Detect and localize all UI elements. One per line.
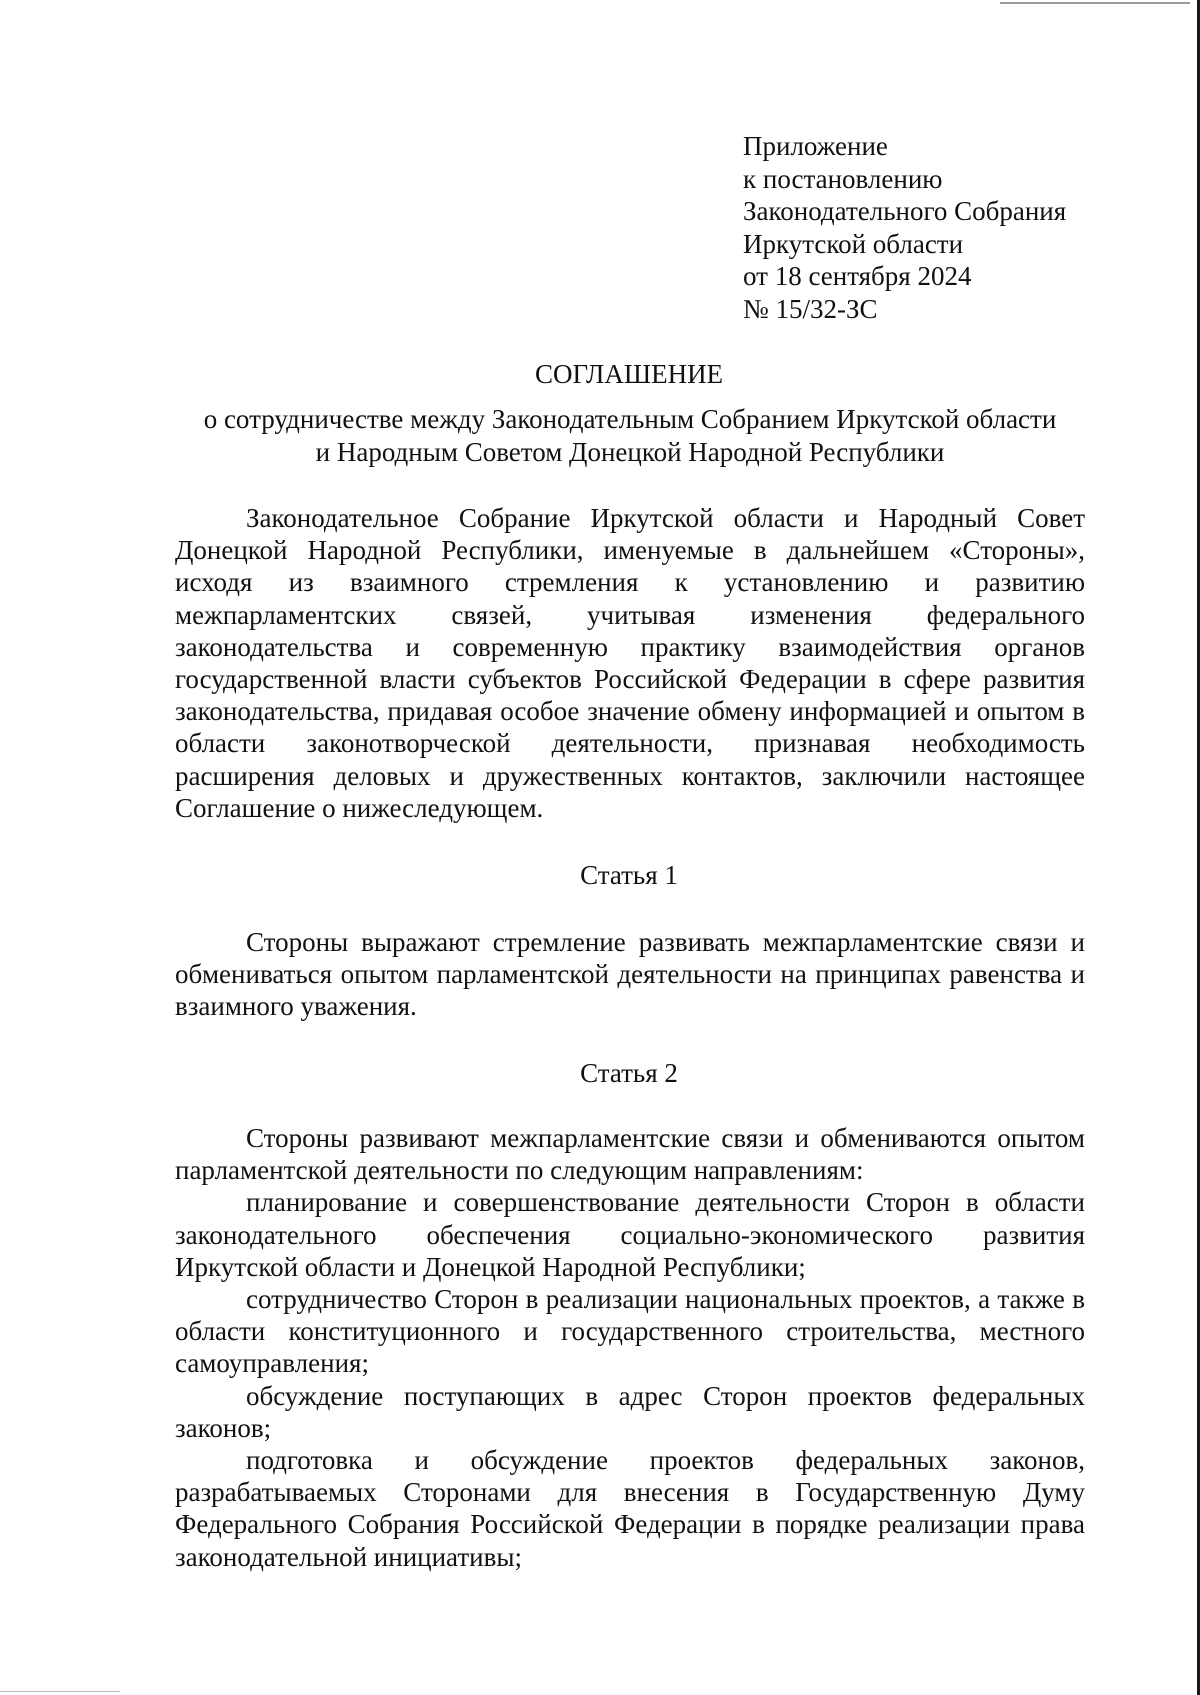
article-paragraph: Стороны выражают стремление развивать межпарламентские связи и обмениваться опытом парламентской деятельности на принципах равенства и взаимного уважения. [175,927,1085,1022]
appendix-line: № 15/32-ЗС [743,293,878,324]
preamble-paragraph: Законодательное Собрание Иркутской области и Народный Совет Донецкой Народной Республики, именуемые в дальнейшем «Стороны», исходя из взаимного стремления к установлению и развитию межпарламентских связей, учитывая изменения федерального законодательства и современную практику взаимодействия органов государственной власти субъектов Российской Федерации в сфере развития законодательства, придавая особое значение обмену информацией и опытом в области законотворческой деятельности, признавая необходимость расширения деловых и дружественных контактов, заключили настоящее Соглашение о нижеследующем. [175,503,1085,823]
article-1-heading: Статья 1 [580,860,678,890]
document-subtitle [140,403,1120,468]
article-paragraph: Стороны развивают межпарламентские связи и обмениваются опытом парламентской деятельности по следующим направлениям: [175,1123,1085,1186]
subtitle-line: и Народным Советом Донецкой Народной Республики [315,436,945,467]
article-1-body [175,926,1085,1023]
preamble-section [175,502,1085,824]
document-title: СОГЛАШЕНИЕ [534,359,724,389]
article-2-heading: Статья 2 [580,1058,678,1088]
article-list-item: сотрудничество Сторон в реализации национальных проектов, а также в области конституционного и государственного строительства, местного самоуправления; [175,1284,1085,1379]
appendix-line: Иркутской области [743,228,964,259]
article-list-item: обсуждение поступающих в адрес Сторон проектов федеральных законов; [175,1380,1085,1443]
subtitle-line: о сотрудничестве между Законодательным Собранием Иркутской области [203,404,1057,434]
article-list-item: планирование и совершенствование деятельности Сторон в области законодательного обеспечения социально-экономического развития Иркутской области и Донецкой Народной Республики; [175,1187,1085,1282]
appendix-line: Приложение [743,131,888,161]
scan-border-bottom [0,1691,120,1692]
appendix-line: Законодательного Собрания [743,196,1067,226]
appendix-block [743,130,1163,325]
article-list-item: подготовка и обсуждение проектов федеральных законов, разрабатываемых Сторонами для внесения в Государственную Думу Федерального Собрания Российской Федерации в порядке реализации права законодательной инициативы; [175,1445,1085,1572]
appendix-line: от 18 сентября 2024 [743,261,972,291]
scan-border-top [1000,2,1190,4]
appendix-line: к постановлению [743,163,943,194]
article-2-body [175,1122,1085,1573]
